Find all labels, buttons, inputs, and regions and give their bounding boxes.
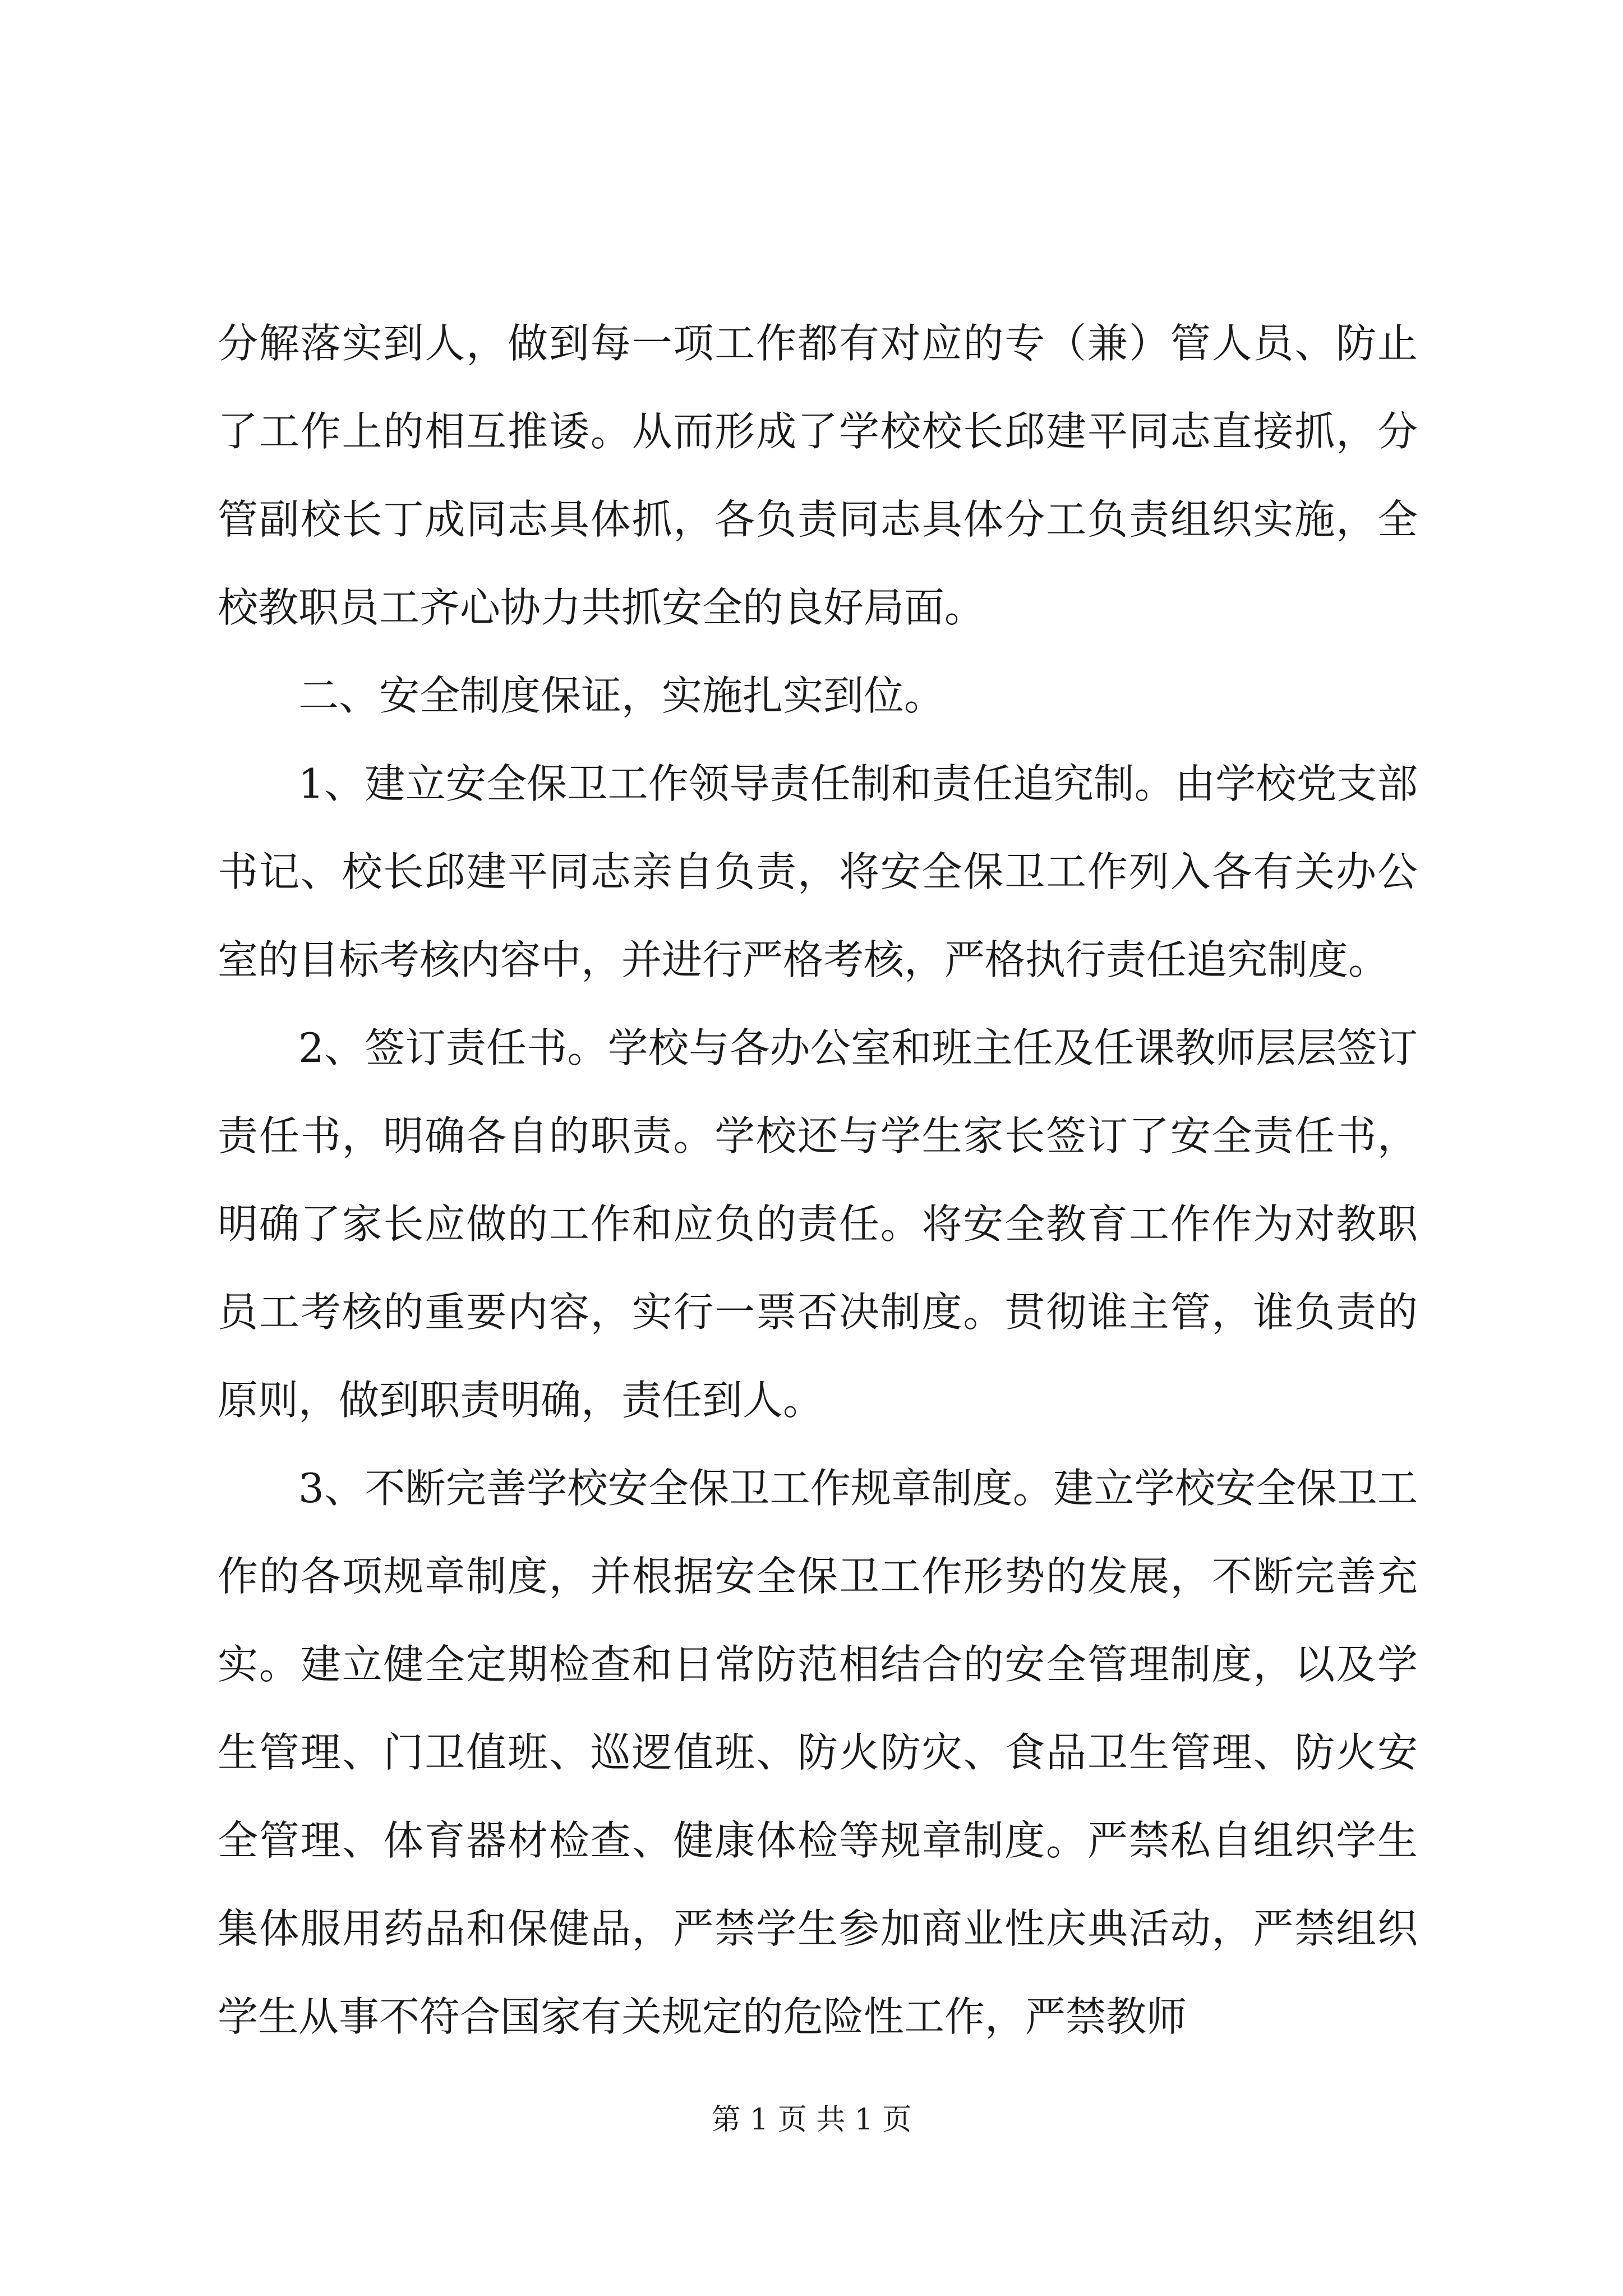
- paragraph-item-3: 3、不断完善学校安全保卫工作规章制度。建立学校安全保卫工作的各项规章制度，并根据安全保卫工作形势的发展，不断完善充实。建立健全定期检查和日常防范相结合的安全管理制度，以及学生管理、门卫值班、巡逻值班、防火防灾、食品卫生管理、防火安全管理、体育器材检查、健康体检等规章制度。严禁私自组织学生集体服用药品和保健品，严禁学生参加商业性庆典活动，严禁组织学生从事不符合国家有关规定的危险性工作，严禁教师: [218, 1465, 1418, 2040]
- section-heading-2: 二、安全制度保证，实施扎实到位。: [298, 672, 945, 719]
- page-footer: 第 1 页 共 1 页: [711, 2103, 912, 2137]
- paragraph-item-1: 1、建立安全保卫工作领导责任制和责任追究制。由学校党支部书记、校长邱建平同志亲自负责，将安全保卫工作列入各有关办公室的目标考核内容中，并进行严格考核，严格执行责任追究制度。: [218, 760, 1418, 983]
- paragraph-item-2: 2、签订责任书。学校与各办公室和班主任及任课教师层层签订责任书，明确各自的职责。学校还与学生家长签订了安全责任书，明确了家长应做的工作和应负的责任。将安全教育工作作为对教职员工考核的重要内容，实行一票否决制度。贯彻谁主管，谁负责的原则，做到职责明确，责任到人。: [218, 1024, 1418, 1424]
- document-body: [218, 300, 1418, 2061]
- paragraph-continuation: 分解落实到人，做到每一项工作都有对应的专（兼）管人员、防止了工作上的相互推诿。从而形成了学校校长邱建平同志直接抓，分管副校长丁成同志具体抓，各负责同志具体分工负责组织实施，全校教职员工齐心协力共抓安全的良好局面。: [218, 320, 1418, 631]
